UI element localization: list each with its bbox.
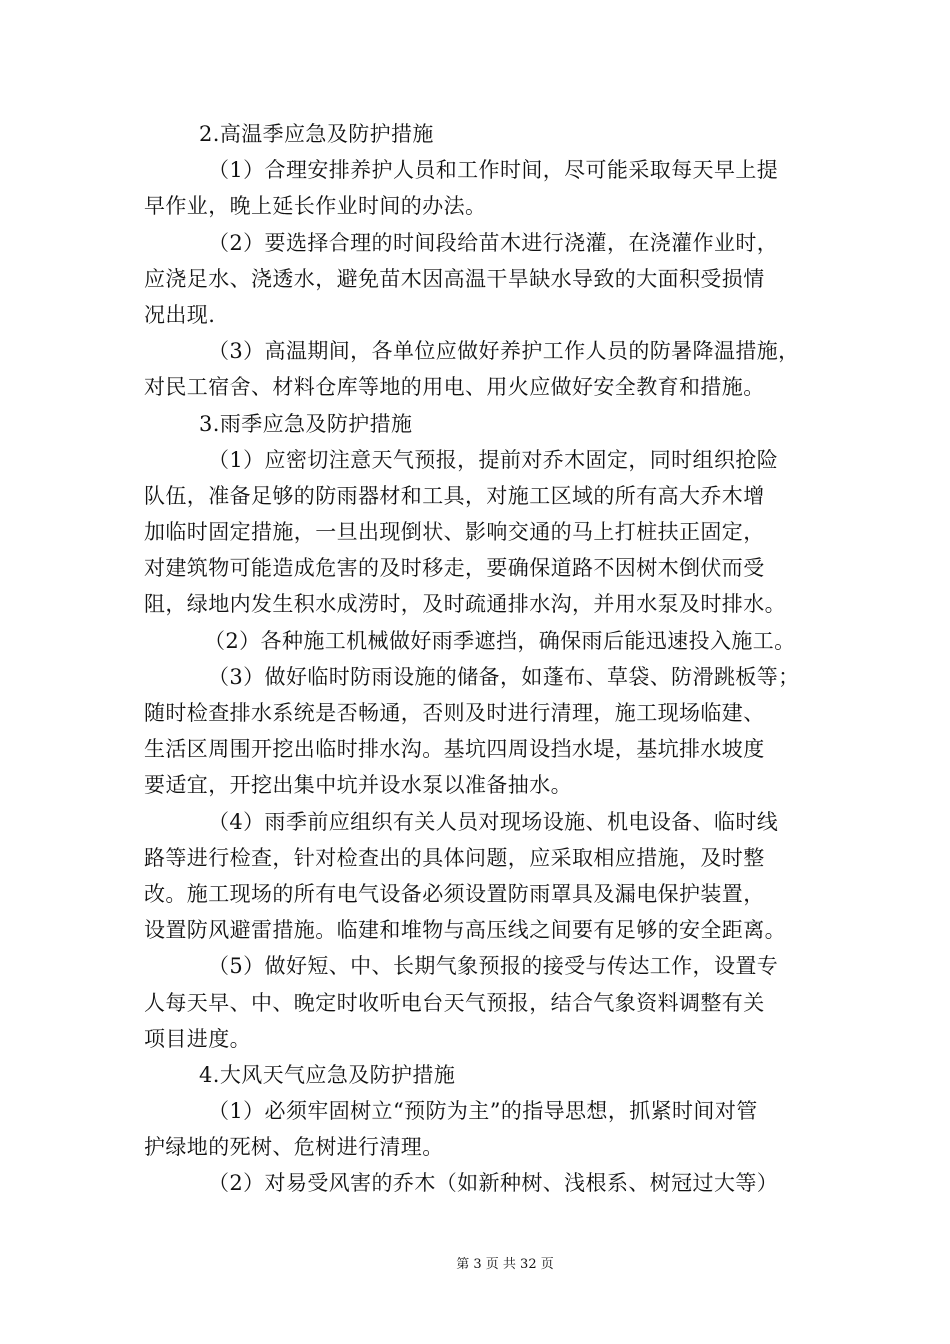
paragraph-line: 对建筑物可能造成危害的及时移走，要确保道路不因树木倒伏而受 [144,556,765,581]
paragraph-line: 加临时固定措施，一旦出现倒状、影响交通的马上打桩扶正固定， [144,520,765,545]
paragraph-line: （2）要选择合理的时间段给苗木进行浇灌，在浇灌作业时， [208,230,779,255]
paragraph-line: （2）各种施工机械做好雨季遮挡，确保雨后能迅速投入施工。 [204,628,796,653]
paragraph-line: 应浇足水、浇透水，避免苗木因高温干旱缺水导致的大面积受损情 [144,266,765,291]
paragraph-line: （1）应密切注意天气预报，提前对乔木固定，同时组织抢险 [208,447,779,472]
paragraph-line: 对民工宿舍、材料仓库等地的用电、用火应做好安全教育和措施。 [144,375,765,400]
section-heading-high-temperature: 2.高温季应急及防护措施 [199,122,434,146]
paragraph-line: 设置防风避雷措施。临建和堆物与高压线之间要有足够的安全距离。 [144,918,786,943]
paragraph-line: （1）必须牢固树立“预防为主”的指导思想，抓紧时间对管 [208,1099,758,1124]
paragraph-line: 要适宜，开挖出集中坑并设水泵以准备抽水。 [144,773,572,798]
document-body [144,116,816,1202]
paragraph-line: 况出现. [144,302,216,327]
paragraph-line: （1）合理安排养护人员和工作时间，尽可能采取每天早上提 [208,158,779,183]
paragraph-line: （5）做好短、中、长期气象预报的接受与传达工作，设置专 [208,954,779,979]
paragraph-line: （2）对易受风害的乔木（如新种树、浅根系、树冠过大等） [208,1171,779,1196]
paragraph-line: （4）雨季前应组织有关人员对现场设施、机电设备、临时线 [208,809,779,834]
paragraph-line: 队伍，准备足够的防雨器材和工具，对施工区域的所有高大乔木增 [144,483,765,508]
paragraph-line: 项目进度。 [144,1026,251,1051]
paragraph-line: 人每天早、中、晚定时收听电台天气预报，结合气象资料调整有关 [144,990,765,1015]
section-heading-rainy-season: 3.雨季应急及防护措施 [199,411,413,436]
paragraph-line: （3）高温期间，各单位应做好养护工作人员的防暑降温措施， [208,339,800,364]
paragraph-line: 护绿地的死树、危树进行清理。 [144,1135,444,1160]
section-heading-strong-wind: 4.大风天气应急及防护措施 [199,1062,456,1087]
paragraph-line: 生活区周围开挖出临时排水沟。基坑四周设挡水堤，基坑排水坡度 [144,737,765,762]
paragraph-line: 路等进行检查，针对检查出的具体问题，应采取相应措施，及时整 [144,845,765,870]
paragraph-line: （3）做好临时防雨设施的储备，如蓬布、草袋、防滑跳板等； [208,664,800,689]
paragraph-line: 阻，绿地内发生积水成涝时，及时疏通排水沟，并用水泵及时排水。 [144,592,786,617]
page-number-footer: 第 3 页 共 32 页 [456,1257,554,1272]
paragraph-line: 早作业，晚上延长作业时间的办法。 [144,194,487,219]
paragraph-line: 改。施工现场的所有电气设备必须设置防雨罩具及漏电保护装置， [144,881,765,906]
paragraph-line: 随时检查排水系统是否畅通，否则及时进行清理，施工现场临建、 [144,701,765,725]
